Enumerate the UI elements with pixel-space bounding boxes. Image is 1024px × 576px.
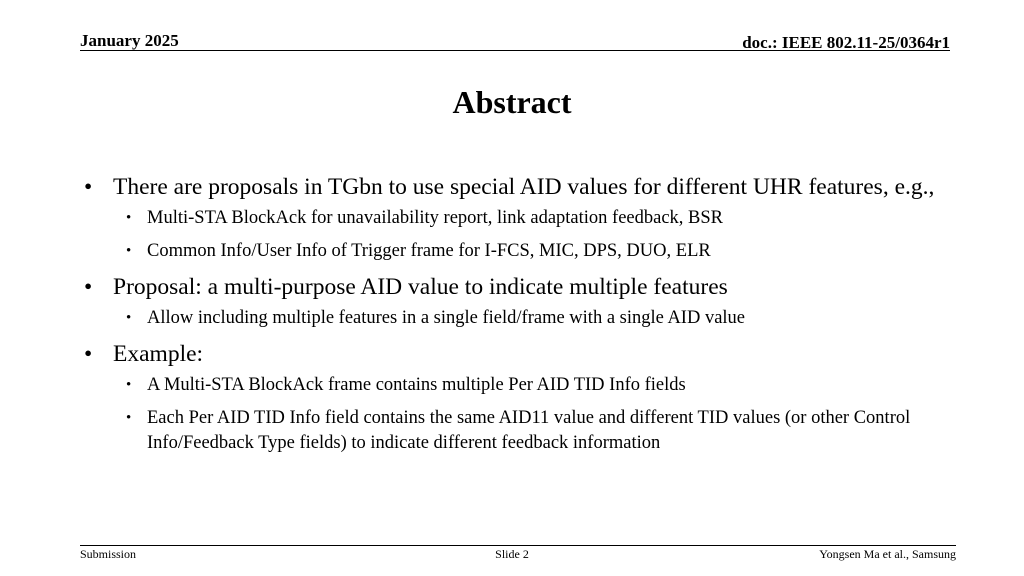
bullet-text: Common Info/User Info of Trigger frame for I-FCS, MIC, DPS, DUO, ELR xyxy=(147,241,711,261)
bullet-text: Multi-STA BlockAck for unavailability report, link adaptation feedback, BSR xyxy=(147,208,724,228)
bullet-glyph: • xyxy=(126,243,132,259)
bullet-text: Allow including multiple features in a single field/frame with a single AID value xyxy=(147,308,746,328)
bullet-glyph: • xyxy=(126,210,132,226)
bullet-level1 xyxy=(84,272,944,302)
bullet-text: Proposal: a multi-purpose AID value to indicate multiple features xyxy=(113,274,728,300)
bullet-glyph: • xyxy=(126,377,132,393)
bullet-glyph: • xyxy=(84,274,93,300)
bullet-level2 xyxy=(84,206,944,231)
footer-slide-number: Slide 2 xyxy=(495,547,529,561)
footer-submission: Submission xyxy=(80,547,137,561)
slide-body xyxy=(84,172,944,464)
bullet-glyph: • xyxy=(84,174,93,200)
bullet-level2 xyxy=(84,239,944,264)
bullet-glyph: • xyxy=(126,410,132,426)
bullet-glyph: • xyxy=(126,310,132,326)
slide-title: Abstract xyxy=(452,84,572,120)
bullet-level2 xyxy=(84,373,944,398)
bullet-level2 xyxy=(84,306,944,331)
header-rule xyxy=(80,50,950,51)
bullet-text: A Multi-STA BlockAck frame contains multiple Per AID TID Info fields xyxy=(147,375,686,395)
bullet-level1 xyxy=(84,339,944,369)
header-doc-id: doc.: IEEE 802.11-25/0364r1 xyxy=(742,33,950,52)
bullet-level1 xyxy=(84,172,944,202)
footer-rule xyxy=(80,545,956,546)
bullet-level2 xyxy=(84,406,944,456)
bullet-text: There are proposals in TGbn to use special AID values for different UHR features, e.g., xyxy=(113,174,935,200)
bullet-glyph: • xyxy=(84,341,93,367)
bullet-text: Each Per AID TID Info field contains the same AID11 value and different TID values (or other Control Info/Feedback Type fields) to indicate different feedback information xyxy=(147,408,911,453)
footer-authors: Yongsen Ma et al., Samsung xyxy=(819,547,956,561)
bullet-text: Example: xyxy=(113,341,204,367)
header-date: January 2025 xyxy=(80,31,179,50)
